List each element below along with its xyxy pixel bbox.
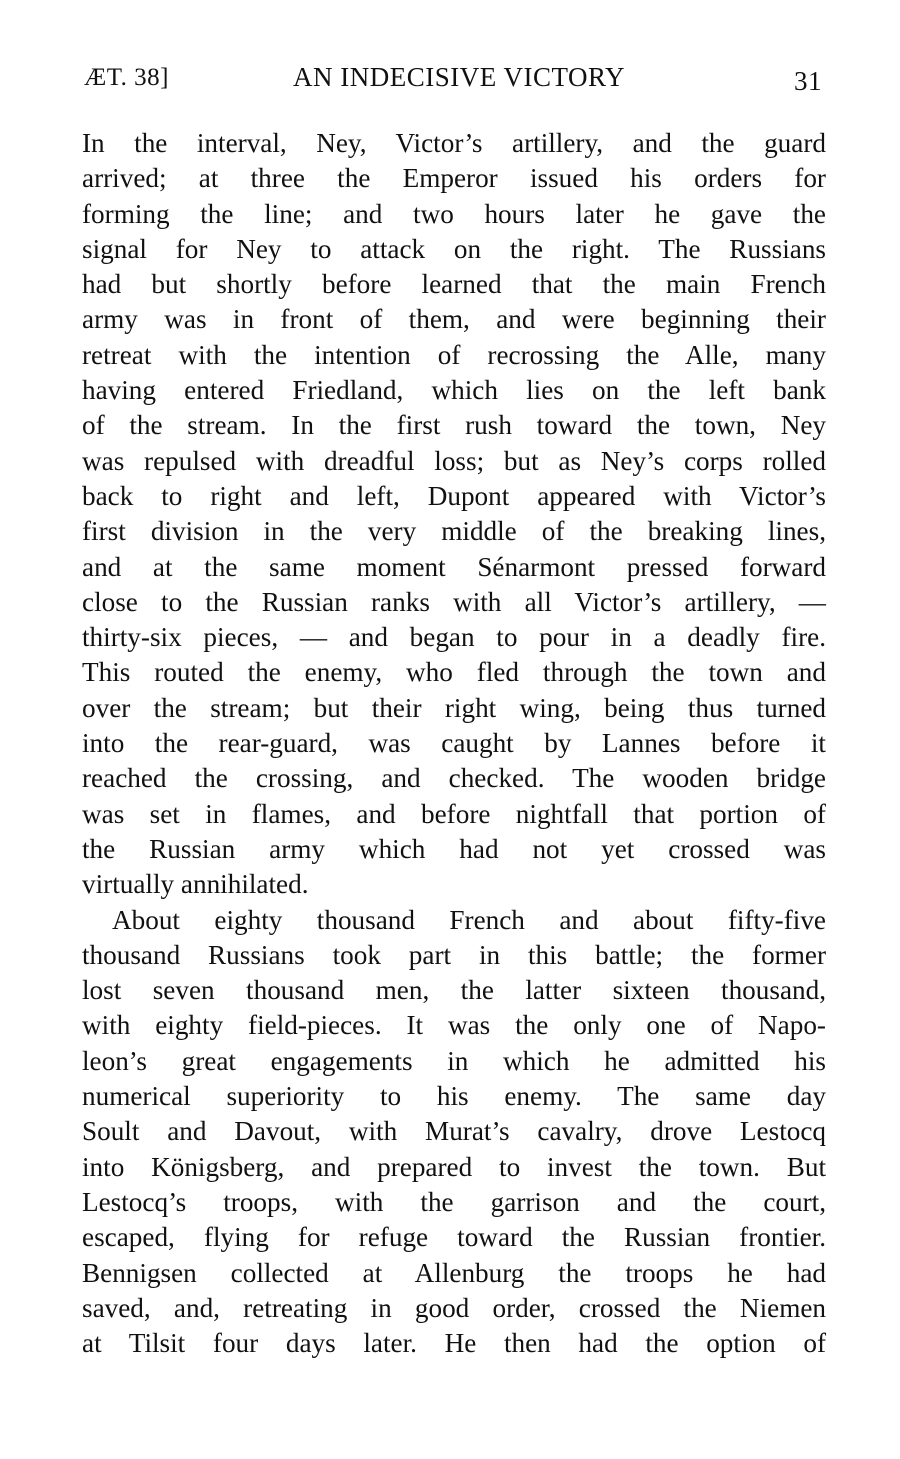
running-title: AN INDECISIVE VICTORY: [292, 62, 625, 92]
text-line: signal for Ney to attack on the right. The Russians: [82, 233, 826, 264]
book-page: [82, 58, 826, 1361]
text-line: retreat with the intention of recrossing the Alle, many: [82, 339, 826, 370]
text-line: back to right and left, Dupont appeared with Victor’s: [82, 480, 826, 511]
text-line: escaped, flying for refuge toward the Russian frontier.: [82, 1222, 826, 1253]
text-line: close to the Russian ranks with all Victor’s artillery, —: [82, 586, 826, 617]
paragraph-2: [82, 903, 826, 1362]
text-line: saved, and, retreating in good order, crossed the Niemen: [82, 1292, 826, 1323]
body-text: [82, 126, 826, 1361]
text-line: was repulsed with dreadful loss; but as Ney’s corps rolled: [82, 445, 826, 476]
chapter-year-marker: ÆT. 38]: [84, 64, 169, 91]
text-line: Soult and Davout, with Murat’s cavalry, drove Lestocq: [82, 1116, 826, 1147]
text-line: numerical superiority to his enemy. The same day: [82, 1081, 826, 1112]
text-line: In the interval, Ney, Victor’s artillery, and the guard: [82, 128, 826, 158]
text-line: arrived; at three the Emperor issued his orders for: [82, 163, 826, 194]
text-line: forming the line; and two hours later he gave the: [82, 198, 826, 229]
text-line: virtually annihilated.: [82, 869, 309, 900]
text-line: at Tilsit four days later. He then had the option of: [82, 1328, 826, 1359]
text-line: leon’s great engagements in which he admitted his: [82, 1045, 826, 1076]
text-line: and at the same moment Sénarmont pressed forward: [82, 551, 826, 582]
text-line: with eighty field-pieces. It was the only one of Napo-: [82, 1010, 826, 1041]
text-line: the Russian army which had not yet crossed was: [82, 833, 826, 864]
text-line: had but shortly before learned that the main French: [82, 269, 826, 300]
text-line: army was in front of them, and were beginning their: [82, 304, 826, 335]
text-line: was set in flames, and before nightfall that portion of: [82, 798, 826, 829]
text-line: over the stream; but their right wing, being thus turned: [82, 692, 826, 723]
text-line: into the rear-guard, was caught by Lannes before it: [82, 728, 826, 759]
text-line: Lestocq’s troops, with the garrison and the court,: [82, 1186, 826, 1217]
paragraph-1: [82, 126, 826, 903]
running-head: [82, 58, 826, 104]
text-line: This routed the enemy, who fled through the town and: [82, 657, 826, 688]
text-line: thirty-six pieces, — and began to pour in a deadly fire.: [82, 622, 826, 653]
text-line: reached the crossing, and checked. The wooden bridge: [82, 763, 826, 794]
text-line: into Königsberg, and prepared to invest the town. But: [82, 1151, 826, 1182]
text-line: Bennigsen collected at Allenburg the troops he had: [82, 1257, 826, 1288]
text-line: first division in the very middle of the breaking lines,: [82, 516, 826, 547]
text-line: having entered Friedland, which lies on the left bank: [82, 375, 826, 406]
text-line: thousand Russians took part in this battle; the former: [82, 939, 826, 970]
text-line: of the stream. In the first rush toward the town, Ney: [82, 410, 826, 441]
page-number: 31: [794, 66, 822, 96]
text-line: lost seven thousand men, the latter sixteen thousand,: [82, 975, 826, 1006]
text-line: About eighty thousand French and about fifty-five: [112, 904, 826, 935]
